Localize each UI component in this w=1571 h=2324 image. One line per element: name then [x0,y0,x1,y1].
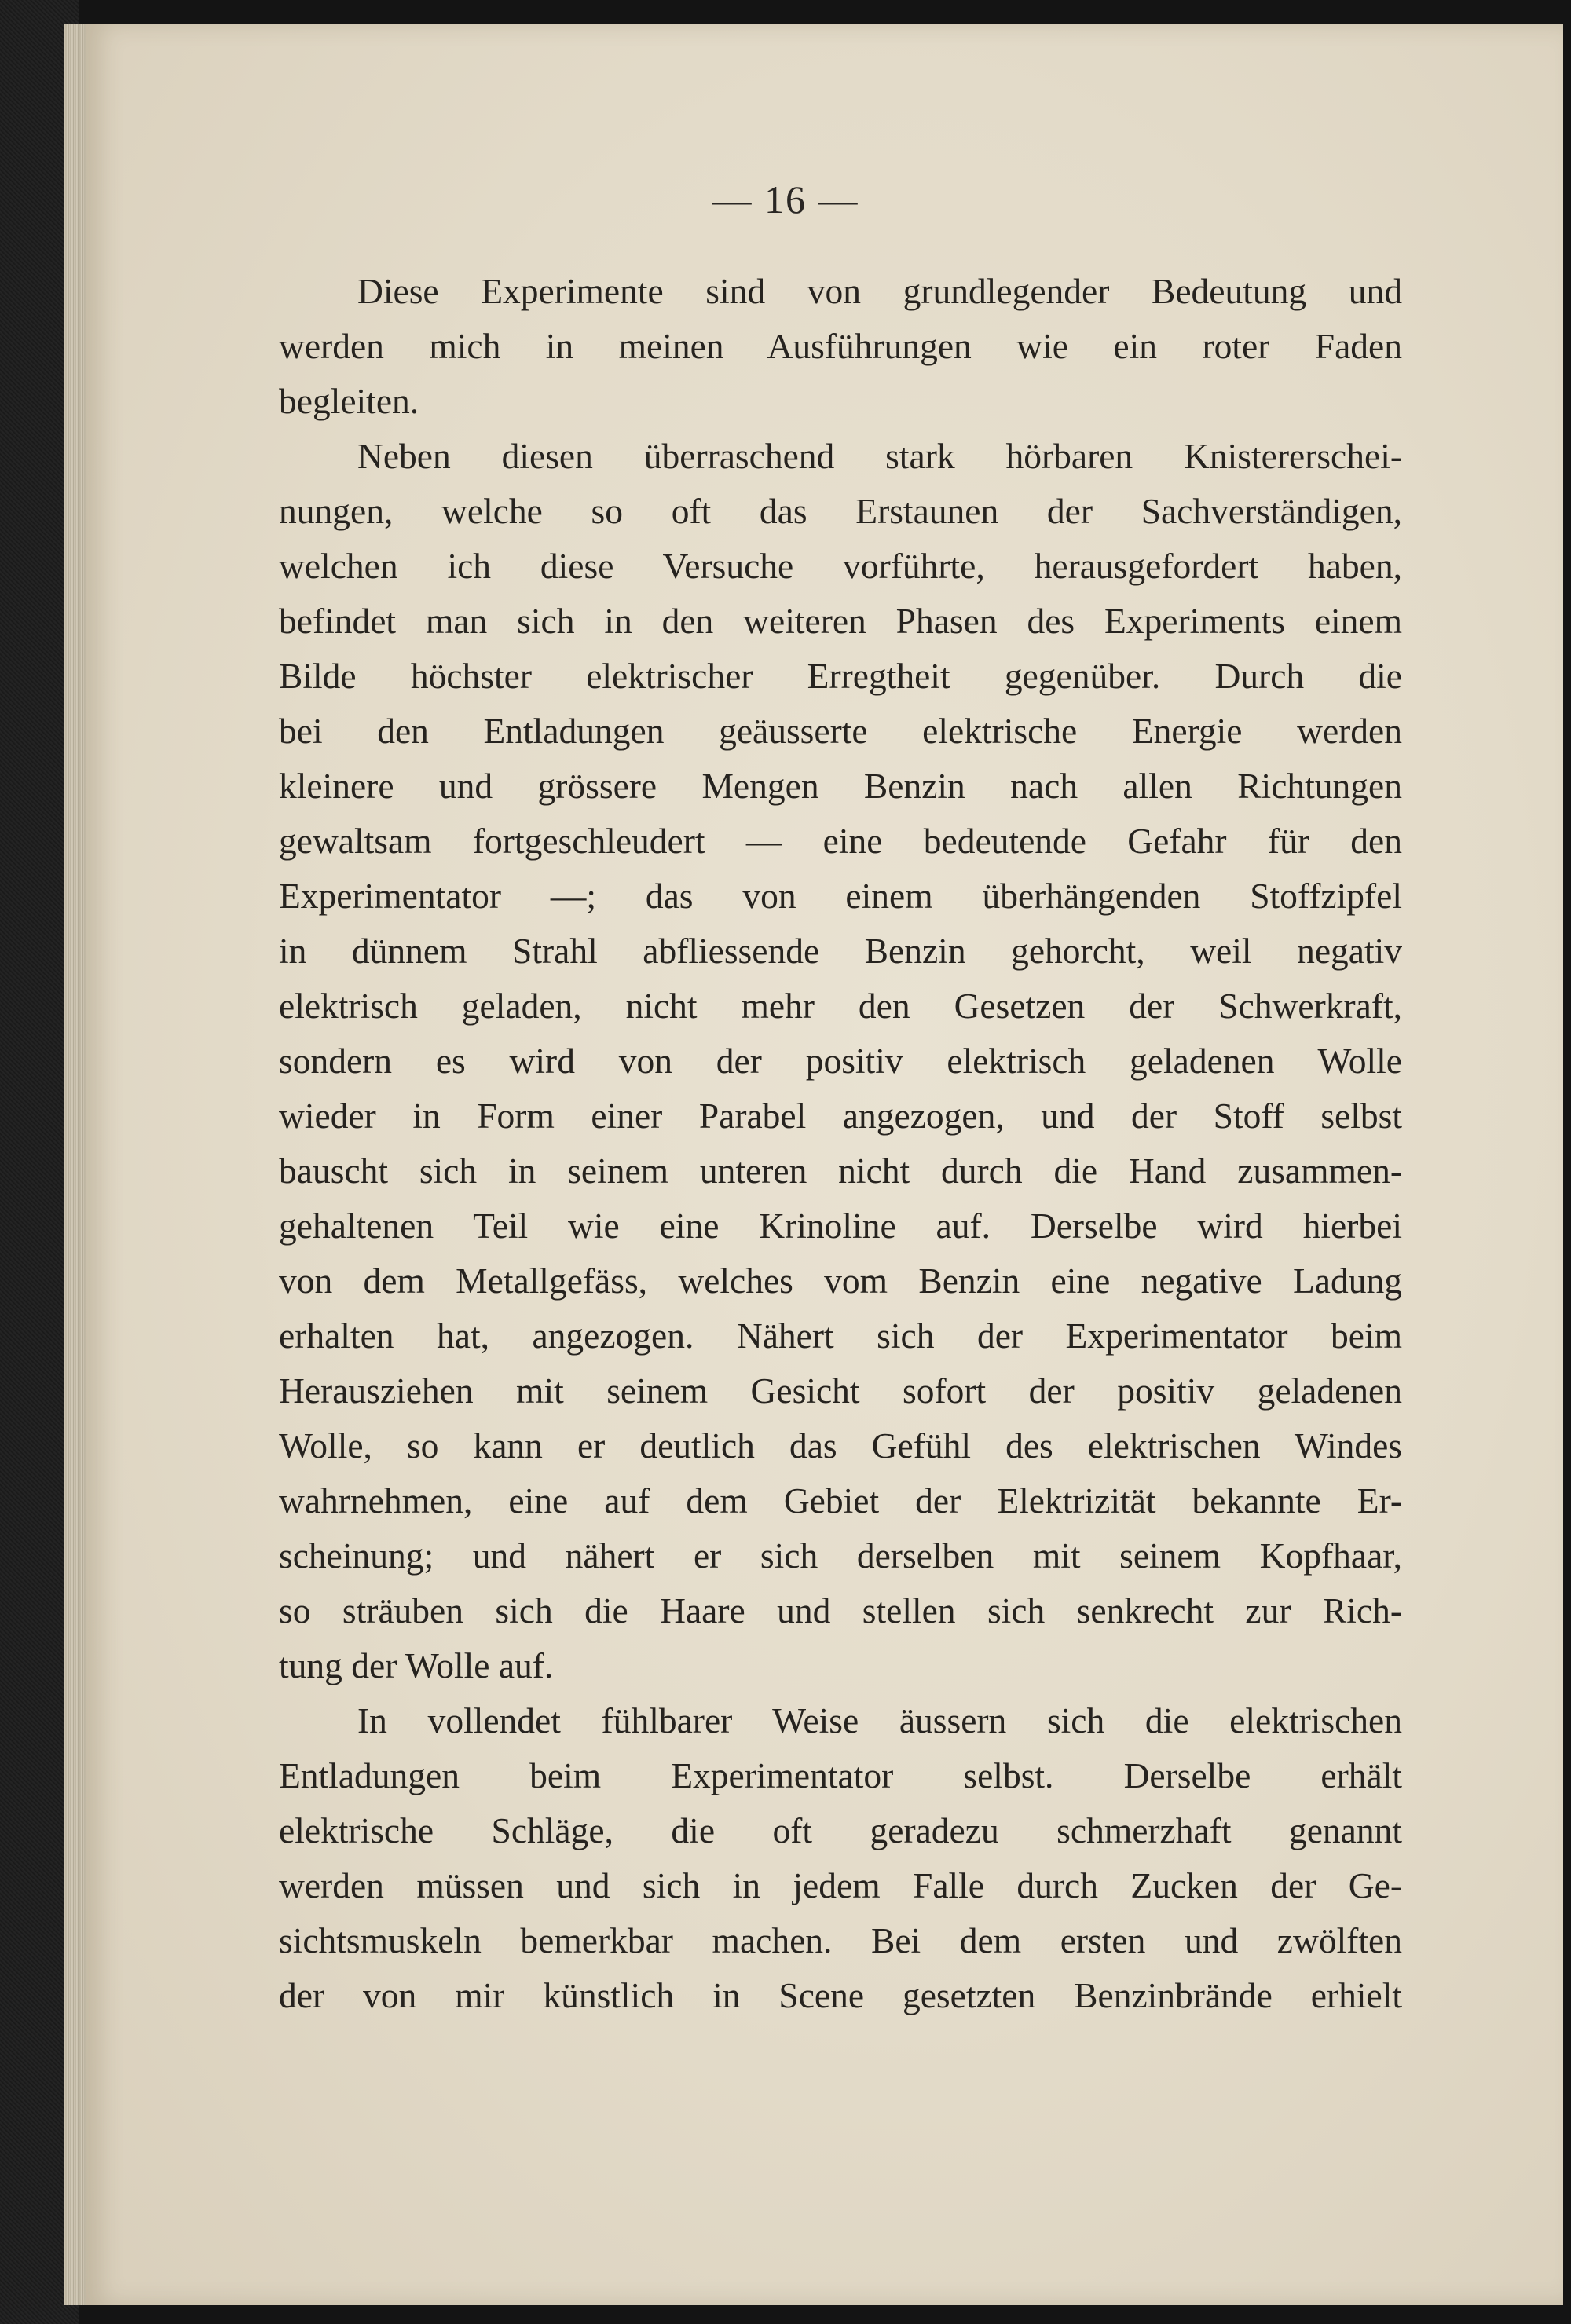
text-line: welchen ich diese Versuche vorführte, herausgefordert haben, [279,546,1402,586]
text-line: werden mich in meinen Ausführungen wie ein roter Faden [279,326,1402,366]
text-line: Diese Experimente sind von grundlegender Bedeutung und [357,271,1402,311]
text-line: befindet man sich in den weiteren Phasen des Experiments einem [279,601,1402,641]
text-line: Wolle, so kann er deutlich das Gefühl des elektrischen Windes [279,1426,1402,1466]
text-line: so sträuben sich die Haare und stellen sich senkrecht zur Rich- [279,1590,1402,1630]
text-line: nungen, welche so oft das Erstaunen der Sachverständigen, [279,491,1402,531]
text-line: erhalten hat, angezogen. Nähert sich der Experimentator beim [279,1316,1402,1356]
text-line: In vollendet fühlbarer Weise äussern sich die elektrischen [357,1700,1402,1740]
text-line: elektrische Schläge, die oft geradezu schmerzhaft genannt [279,1810,1402,1850]
text-line: elektrisch geladen, nicht mehr den Gesetzen der Schwerkraft, [279,986,1402,1026]
text-line: scheinung; und nähert er sich derselben mit seinem Kopfhaar, [279,1535,1402,1576]
paragraph-1 [279,264,1402,429]
text-line: kleinere und grössere Mengen Benzin nach allen Richtungen [279,766,1402,806]
text-line: Neben diesen überraschend stark hörbaren Knistererschei- [357,436,1402,476]
text-line: Bilde höchster elektrischer Erregtheit gegenüber. Durch die [279,656,1402,696]
text-line: gehaltenen Teil wie eine Krinoline auf. Derselbe wird hierbei [279,1206,1402,1246]
text-line: in dünnem Strahl abfliessende Benzin gehorcht, weil negativ [279,931,1402,971]
text-line: werden müssen und sich in jedem Falle durch Zucken der Ge- [279,1865,1402,1905]
text-line: sondern es wird von der positiv elektrisch geladenen Wolle [279,1041,1402,1081]
text-line: Herausziehen mit seinem Gesicht sofort der positiv geladenen [279,1371,1402,1411]
text-line: wahrnehmen, eine auf dem Gebiet der Elektrizität bekannte Er- [279,1480,1402,1521]
text-line: von dem Metallgefäss, welches vom Benzin eine negative Ladung [279,1261,1402,1301]
text-line: gewaltsam fortgeschleudert — eine bedeutende Gefahr für den [279,821,1402,861]
text-line: bauscht sich in seinem unteren nicht durch die Hand zusammen- [279,1151,1402,1191]
text-line: begleiten. [279,381,419,421]
paragraph-2 [279,429,1402,1693]
text-line: Experimentator —; das von einem überhängenden Stoffzipfel [279,876,1402,916]
text-line: bei den Entladungen geäusserte elektrische Energie werden [279,711,1402,751]
text-line: Entladungen beim Experimentator selbst. Derselbe erhält [279,1755,1402,1795]
page-number: — 16 — [712,178,859,221]
text-line: wieder in Form einer Parabel angezogen, und der Stoff selbst [279,1096,1402,1136]
paragraph-3 [279,1693,1402,2023]
text-line: der von mir künstlich in Scene gesetzten Benzinbrände erhielt [279,1975,1402,2015]
text-line: tung der Wolle auf. [279,1645,554,1685]
text-line: sichtsmuskeln bemerkbar machen. Bei dem ersten und zwölften [279,1920,1402,1960]
body-text [279,264,1402,2023]
